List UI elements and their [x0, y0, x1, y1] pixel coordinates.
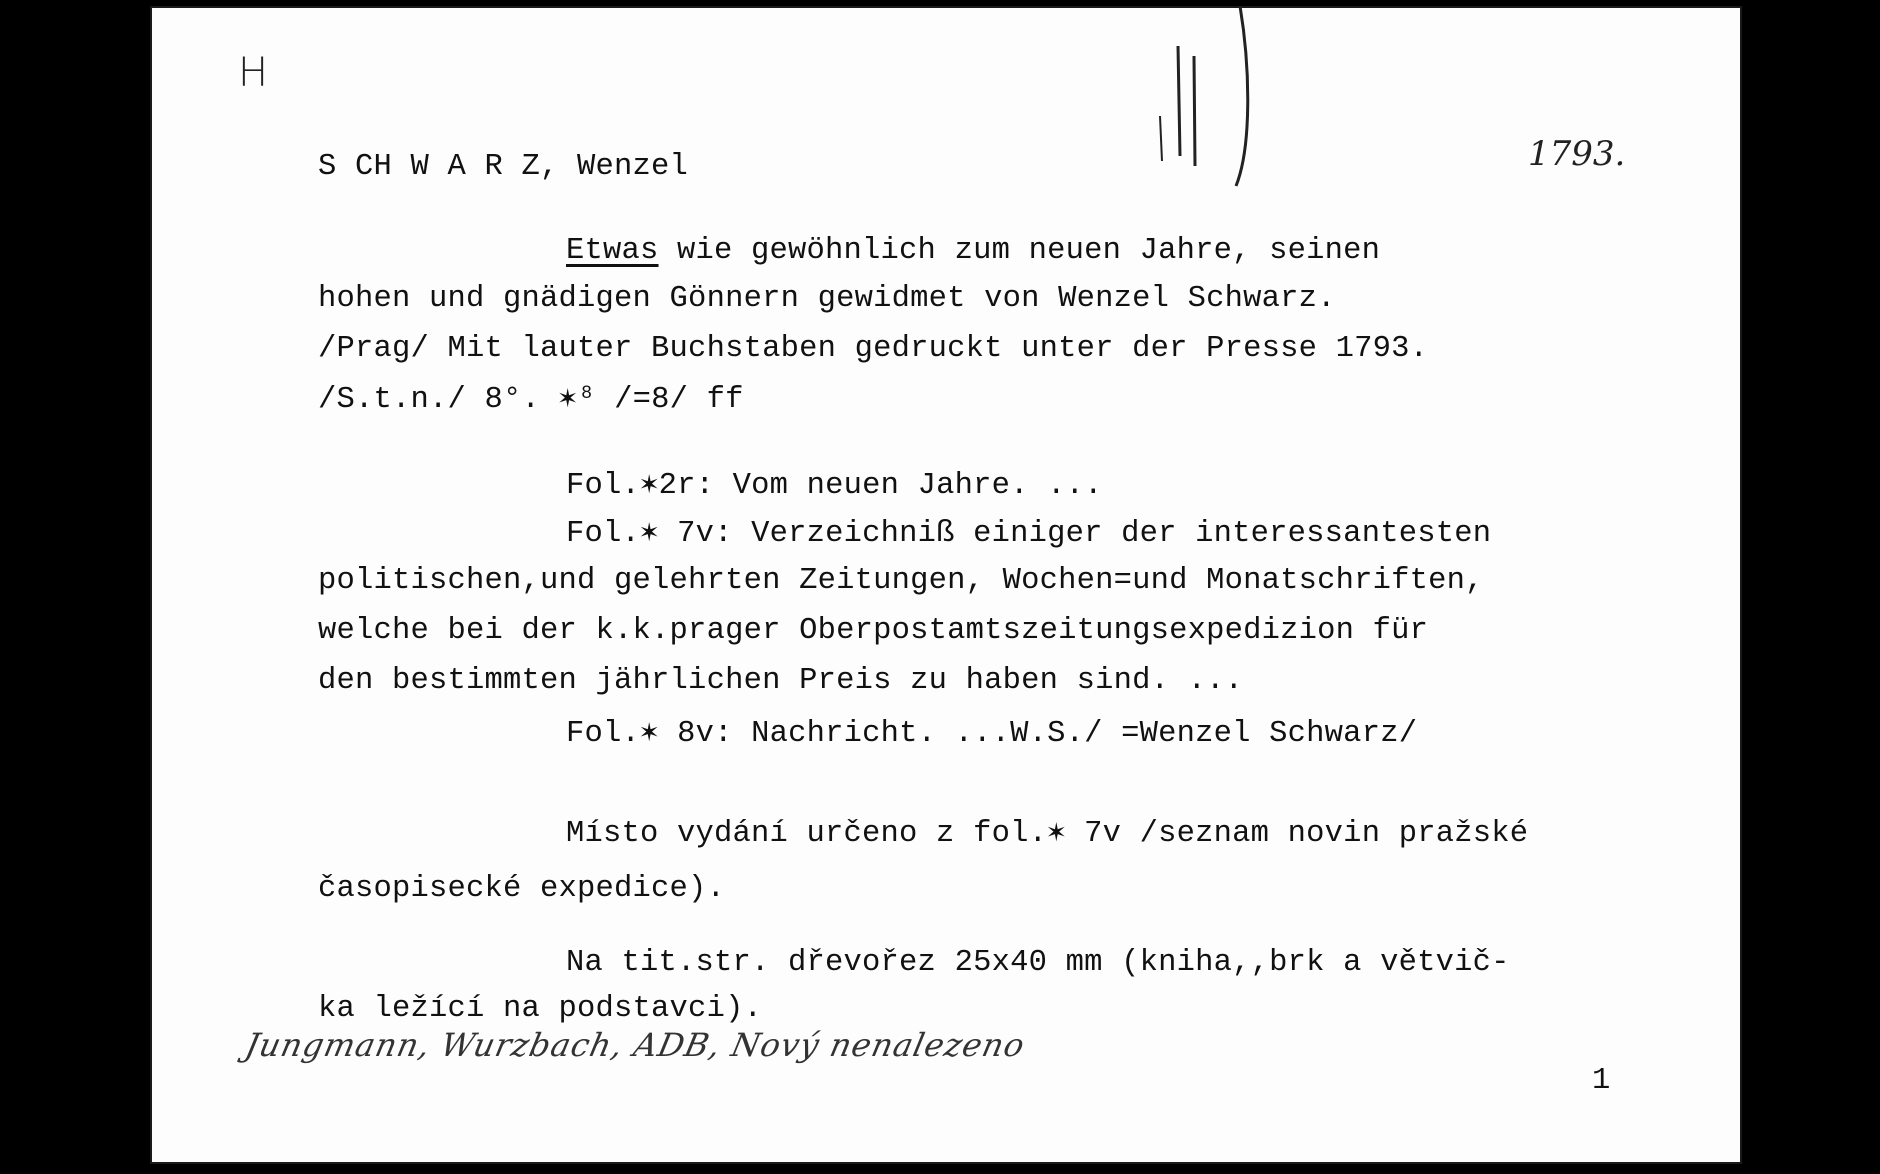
year-note: 1793.	[1528, 134, 1626, 174]
folio-line-5: den bestimmten jährlichen Preis zu haben sind. ...	[318, 664, 1244, 698]
title-first-word: Etwas	[566, 234, 659, 268]
woodcut-note-line-2: ka ležící na podstavci).	[318, 992, 763, 1026]
entry-heading: S CH W A R Z, Wenzel	[318, 150, 689, 184]
corner-mark: H	[238, 50, 269, 96]
title-line-1	[566, 234, 1380, 268]
folio-line-2: Fol.✶ 7v: Verzeichniß einiger der interessantesten	[566, 517, 1492, 551]
title-line-2: hohen und gnädigen Gönnern gewidmet von Wenzel Schwarz.	[318, 282, 1336, 316]
catalog-card	[150, 6, 1742, 1164]
woodcut-note-line-1: Na tit.str. dřevořez 25x40 mm (kniha,,brk a větvič-	[566, 946, 1510, 980]
folio-line-3: politischen,und gelehrten Zeitungen, Wochen=und Monatschriften,	[318, 564, 1484, 598]
margin-marks	[1150, 6, 1270, 206]
collation-line: /S.t.n./ 8°. ✶⁸ /=8/ ff	[318, 383, 744, 417]
folio-line-6: Fol.✶ 8v: Nachricht. ...W.S./ =Wenzel Schwarz/	[566, 717, 1418, 751]
folio-line-1: Fol.✶2r: Vom neuen Jahre. ...	[566, 469, 1103, 503]
folio-line-4: welche bei der k.k.prager Oberpostamtszeitungsexpedizion für	[318, 614, 1429, 648]
title-line-3: /Prag/ Mit lauter Buchstaben gedruckt unter der Presse 1793.	[318, 332, 1429, 366]
title-line-1-rest: wie gewöhnlich zum neuen Jahre, seinen	[658, 234, 1381, 268]
place-note-line-2: časopisecké expedice).	[318, 872, 726, 906]
page-number: 1	[1592, 1064, 1611, 1098]
place-note-line-1: Místo vydání určeno z fol.✶ 7v /seznam novin pražské	[566, 817, 1529, 851]
handwritten-references: Jungmann, Wurzbach, ADB, Nový nenalezeno	[241, 1026, 1029, 1064]
